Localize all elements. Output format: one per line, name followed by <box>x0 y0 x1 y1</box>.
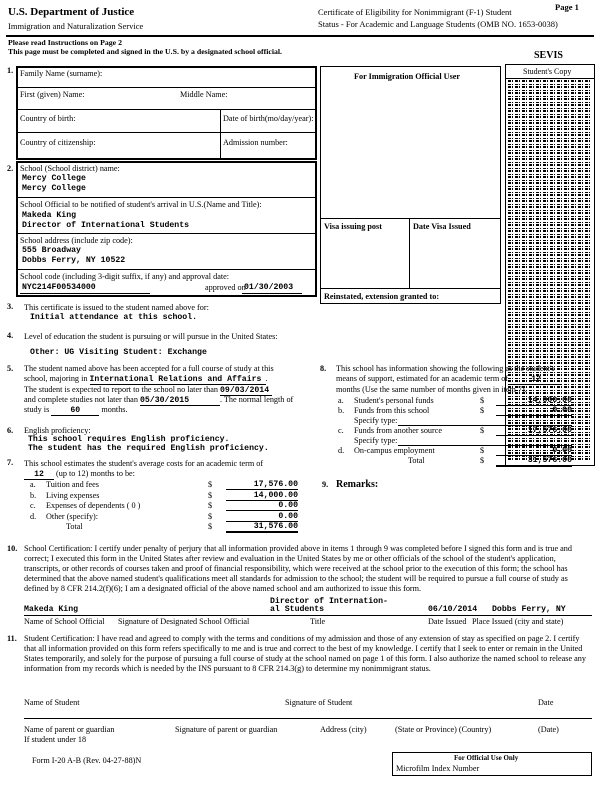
support-item-amount: 0.00 <box>496 406 572 416</box>
school-official-label: School Official to be notified of student's arrival in U.S.(Name and Title): <box>20 200 262 209</box>
microfilm-index: Microfilm Index Number <box>396 764 480 773</box>
cost-total-currency: $ <box>208 522 213 531</box>
section6-number: 6. <box>7 426 14 435</box>
student-certification-text: Student Certification: I have read and agreed to comply with the terms and conditions of my admission and those of any extension of stay as specified on page 2. I certify that all information provided on this form refers specifically to me and is true and correct to the best of my knowledge. I certify that I seek to enter or remain in the United States temporarily, and solely for the purpose of pursuing a full course of study at the school named on page 1 of this form. I also authorize the named school to release any information from my records which is needed by the INS pursuant to 8 CFR 214.3(g) to determine my nonimmigrant status. <box>24 634 586 673</box>
page-number: Page 1 <box>555 2 579 12</box>
section4-text: Level of education the student is pursuing or will pursue in the United States: <box>24 332 278 341</box>
lbl-student-date: Date <box>538 698 554 707</box>
country-birth-label: Country of birth: <box>20 114 76 123</box>
lbl-parent-name: Name of parent or guardian <box>24 725 115 734</box>
instructions-line2: This page must be completed and signed in the U.S. by a designated school official. <box>8 47 283 56</box>
major-value: International Relations and Affairs <box>90 375 266 385</box>
section5-number: 5. <box>7 364 14 373</box>
cost-item-label: Expenses of dependents ( 0 ) <box>46 501 141 510</box>
lbl-date-issued: Date Issued <box>428 617 467 626</box>
study-months: 60 <box>51 406 99 416</box>
lbl-state-country: (State or Province) (Country) <box>395 725 492 734</box>
section5-normal-length: . The normal length of <box>219 395 294 404</box>
school-name-2: Mercy College <box>22 184 86 193</box>
section8-line1: This school has information showing the following as the student's <box>336 364 555 373</box>
section3-text: This certificate is issued to the student named above for: <box>24 303 209 312</box>
official-title-value2: al Students <box>270 605 325 614</box>
section4-number: 4. <box>7 331 14 340</box>
section8-number: 8. <box>320 364 327 373</box>
section3-value: Initial attendance at this school. <box>30 313 198 322</box>
school-code-label: School code (including 3-digit suffix, if any) and approval date: <box>20 272 230 281</box>
lbl-student-name: Name of Student <box>24 698 80 707</box>
section3-number: 3. <box>7 302 14 311</box>
cost-item-currency: $ <box>208 480 213 489</box>
report-date: 09/03/2014 <box>220 386 272 396</box>
section5-line1: The student named above has been accepted for a full course of study at this <box>24 364 274 373</box>
date-issued: 06/10/2014 <box>428 605 478 614</box>
section7-line2: (up to 12) months to be: <box>56 469 135 478</box>
middle-name-label: Middle Name: <box>180 90 228 99</box>
support-item-currency: $ <box>480 396 485 405</box>
lbl-designated-signature: Signature of Designated School Official <box>118 617 250 626</box>
support-item-label: Student's personal funds <box>354 396 434 405</box>
lbl-parent-signature: Signature of parent or guardian <box>175 725 278 734</box>
cost-item-amount: 17,576.00 <box>226 480 298 490</box>
admission-label: Admission number: <box>223 138 288 147</box>
section6-value1: This school requires English proficiency. <box>28 435 230 444</box>
approved-on-label: approved on <box>205 283 246 292</box>
support-item-currency: $ <box>480 406 485 415</box>
instructions-line1: Please read Instructions on Page 2 <box>8 38 122 47</box>
section11-number: 11. <box>7 634 17 643</box>
support-item-letter: d. <box>338 446 345 455</box>
cost-item-amount: 0.00 <box>226 512 298 522</box>
lbl-student-signature: Signature of Student <box>285 698 353 707</box>
form-title-line2: Status - For Academic and Language Students (OMB NO. 1653-0038) <box>318 19 558 29</box>
dob-label: Date of birth(mo/day/year): <box>223 114 314 123</box>
cost-total-label: Total <box>66 522 83 531</box>
school-name-1: Mercy College <box>22 174 86 183</box>
section6-value2: The student has the required English proficiency. <box>28 444 269 453</box>
cost-item-letter: d. <box>30 511 37 521</box>
section5-school-majoring: school, majoring in <box>24 374 88 383</box>
citizenship-label: Country of citizenship: <box>20 138 96 147</box>
support-item-letter: c. <box>338 426 344 435</box>
section9-number: 9. <box>322 480 329 489</box>
cost-item-label: Living expenses <box>46 490 100 500</box>
header-rule <box>6 35 594 37</box>
support-item-currency: $ <box>480 426 485 435</box>
school-code: NYC214F00534000 <box>22 283 96 292</box>
visa-post-label: Visa issuing post <box>324 222 382 231</box>
term-months: 12 <box>24 470 54 480</box>
section7-number: 7. <box>7 458 14 467</box>
support-item-letter: b. <box>338 406 345 415</box>
section5-report-text: The student is expected to report to the school no later than <box>24 385 218 394</box>
cost-item-label: Other (specify): <box>46 511 99 521</box>
support-item-amount: 0.00 <box>496 446 572 456</box>
service-name: Immigration and Naturalization Service <box>8 21 144 31</box>
cost-item-label: Tuition and fees <box>46 480 99 489</box>
cost-item-letter: c. <box>30 501 36 510</box>
section6-label: English proficiency: <box>24 426 91 435</box>
complete-date: 05/30/2015 <box>140 396 220 406</box>
cost-item-currency: $ <box>208 490 213 500</box>
support-item-amount: 14,000.00 <box>496 396 572 406</box>
immigration-official-box <box>320 66 501 304</box>
support-item-amount: 17,576.00 <box>496 426 572 436</box>
remarks-label: Remarks: <box>336 479 379 490</box>
support-total-amount: 31,576.00 <box>496 456 572 467</box>
lbl-place-issued: Place Issued (city and state) <box>472 617 564 626</box>
section2-number: 2. <box>7 164 14 173</box>
form-number: Form I-20 A-B (Rev. 04-27-88)N <box>32 756 142 765</box>
official-use-only: For Official Use Only <box>454 754 519 762</box>
support-item-label: Specify type: <box>354 436 398 445</box>
cost-total-amount: 31,576.00 <box>226 522 298 533</box>
section7-line1: This school estimates the student's average costs for an academic term of <box>24 459 264 468</box>
support-item-currency: $ <box>480 446 485 455</box>
section10-number: 10. <box>7 544 18 553</box>
section8-line2: means of support, estimated for an academic term of <box>336 374 509 383</box>
lbl-title: Title <box>310 617 326 626</box>
school-official-title: Director of International Students <box>22 221 190 230</box>
agency-name: U.S. Department of Justice <box>8 6 135 18</box>
cost-item-letter: b. <box>30 490 37 500</box>
official-use-title: For Immigration Official User <box>354 72 461 81</box>
form-title-line1: Certificate of Eligibility for Nonimmigrant (F-1) Student <box>318 7 512 17</box>
section5-complete-text: and complete studies not later than <box>24 395 138 404</box>
lbl-parent-name2: If student under 18 <box>24 735 87 744</box>
school-address-label: School address (include zip code): <box>20 236 133 245</box>
sevis-label: SEVIS <box>534 50 563 61</box>
support-item-label: On-campus employment <box>354 446 435 455</box>
reinstated-label: Reinstated, extension granted to: <box>324 292 440 301</box>
date-visa-label: Date Visa Issued <box>413 222 471 231</box>
support-total-currency: $ <box>480 456 485 465</box>
section5-months: months. <box>101 405 128 414</box>
school-official-name: Makeda King <box>22 211 77 220</box>
section5-study-is: study is <box>24 405 50 414</box>
section4-value: Other: UG Visiting Student: Exchange <box>30 348 207 357</box>
school-address-2: Dobbs Ferry, NY 10522 <box>22 256 126 265</box>
official-title-value1: Director of Internation- <box>270 597 388 606</box>
school-address-1: 555 Broadway <box>22 246 81 255</box>
place-issued: Dobbs Ferry, NY <box>492 605 566 614</box>
approved-date: 01/30/2003 <box>244 283 294 292</box>
support-item-label: Funds from another source <box>354 426 442 435</box>
cost-item-amount: 0.00 <box>226 501 298 511</box>
section1-number: 1. <box>7 66 14 75</box>
cost-item-currency: $ <box>208 501 213 510</box>
school-official-signer: Makeda King <box>24 605 79 614</box>
barcode-divider <box>505 78 595 79</box>
support-total-label: Total <box>408 456 425 465</box>
support-item-label: Specify type: <box>354 416 398 425</box>
students-copy-label: Student's Copy <box>523 67 572 76</box>
school-name-label: School (School district) name: <box>20 164 120 173</box>
section8-line3: months (Use the same number of months given in item 7). <box>336 385 527 394</box>
cost-item-amount: 14,000.00 <box>226 491 298 501</box>
support-item-letter: a. <box>338 396 344 405</box>
support-item-label: Funds from this school <box>354 406 430 415</box>
school-certification-text: School Certification: I certify under penalty of perjury that all information provided above in items 1 through 9 was completed before I signed this form and is true and correct; I executed this form in the United States after review and evaluation in the United States by me or other officials of the school of the student's application, transcripts, or other records of courses taken and proof of financial responsibility, which were received at the school prior to the execution of this form; the school has determined that the above named student's qualifications meet all standards for admission to the school; the student will be required to pursue a full course of study as defined by 8 CFR 214.2(f)(6); I am a designated official of the above named school and am authorized to issue this form. <box>24 544 572 593</box>
lbl-school-official: Name of School Official <box>24 617 105 626</box>
support-term: 12 <box>510 375 562 385</box>
lbl-address: Address (city) <box>320 725 367 734</box>
cost-item-letter: a. <box>30 480 36 489</box>
first-name-label: First (given) Name: <box>20 90 85 99</box>
section5-period: . <box>265 374 268 383</box>
cost-item-currency: $ <box>208 511 213 521</box>
lbl-date2: (Date) <box>538 725 559 734</box>
family-name-label: Family Name (surname): <box>20 69 103 78</box>
